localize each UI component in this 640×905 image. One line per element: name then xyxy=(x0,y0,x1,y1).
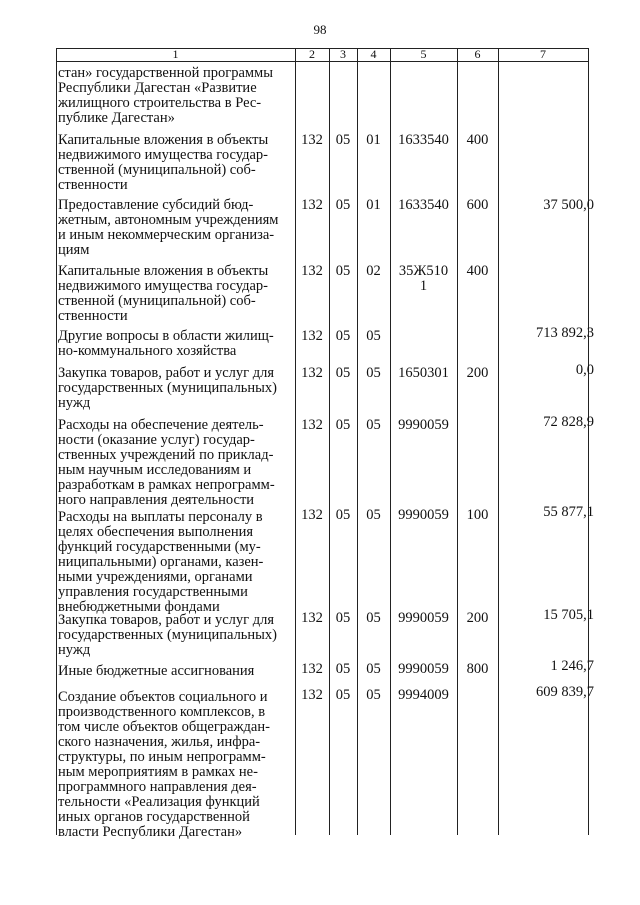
cell-rz: 132 xyxy=(301,417,323,433)
cell-code: 1633540 xyxy=(398,197,449,213)
row-description: Капитальные вложения в объекты недвижимого имущества государ- ственной (муниципальной) соб- ственности xyxy=(58,263,269,324)
cell-rz: 132 xyxy=(301,661,323,677)
cell-amount: 55 877,1 xyxy=(543,504,594,520)
cell-sub: 05 xyxy=(366,687,381,703)
col-border xyxy=(390,48,391,835)
cell-code: 9990059 xyxy=(398,507,449,523)
row-description: Другие вопросы в области жилищ- но-коммунального хозяйства xyxy=(58,328,274,359)
cell-vr: 400 xyxy=(466,263,489,279)
cell-pr: 05 xyxy=(335,263,351,279)
cell-code: 1633540 xyxy=(398,132,449,148)
cell-vr: 200 xyxy=(466,365,489,381)
col-header-6: 6 xyxy=(474,47,481,61)
cell-pr: 05 xyxy=(335,687,351,703)
cell-amount: 15 705,1 xyxy=(543,607,594,623)
cell-amount: 72 828,9 xyxy=(543,414,594,430)
row-description: Закупка товаров, работ и услуг для государственных (муниципальных) нужд xyxy=(58,612,277,658)
cell-vr: 800 xyxy=(466,661,489,677)
row-description: Расходы на обеспечение деятель- ности (оказание услуг) государ- ственных учреждений по приклад- ным научным исследованиям и разработкам в рамках непрограмм- ного направления деятельности xyxy=(58,417,275,508)
row-description: Расходы на выплаты персоналу в целях обеспечения выполнения функций государственными (му- ниципальными) органами, казен- ными учреждениями, органами управления государственными внебюджетными фондами xyxy=(58,509,264,615)
cell-pr: 05 xyxy=(335,328,351,344)
cell-sub: 01 xyxy=(366,132,381,148)
cell-rz: 132 xyxy=(301,507,323,523)
cell-code: 9990059 xyxy=(398,610,449,626)
cell-sub: 05 xyxy=(366,507,381,523)
cell-code: 1650301 xyxy=(398,365,449,381)
col-border xyxy=(329,48,330,835)
col-header-1: 1 xyxy=(172,47,179,61)
header-bottom-border xyxy=(56,61,588,62)
col-header-3: 3 xyxy=(340,47,346,61)
cell-rz: 132 xyxy=(301,132,323,148)
cell-pr: 05 xyxy=(335,610,351,626)
cell-sub: 05 xyxy=(366,365,381,381)
cell-pr: 05 xyxy=(335,417,351,433)
col-border xyxy=(457,48,458,835)
col-header-4: 4 xyxy=(370,47,377,61)
row-description: Создание объектов социального и производственного комплексов, в том числе объектов общеграждан- ского назначения, жилья, инфра- структуры, по иным непрограмм- ным мероприятиям в рамках не- программного направления дея- тельности «Реализация функций иных органов государственной власти Республики Дагестан» xyxy=(58,689,270,840)
col-header-5: 5 xyxy=(420,47,427,61)
row-description: Иные бюджетные ассигнования xyxy=(58,663,255,679)
cell-amount: 609 839,7 xyxy=(536,684,594,700)
cell-sub: 05 xyxy=(366,328,381,344)
row-description: Закупка товаров, работ и услуг для государственных (муниципальных) нужд xyxy=(58,365,277,411)
cell-pr: 05 xyxy=(335,365,351,381)
cell-rz: 132 xyxy=(301,263,323,279)
cell-vr: 200 xyxy=(466,610,489,626)
cell-amount: 37 500,0 xyxy=(543,197,594,213)
cell-amount: 713 892,3 xyxy=(536,325,594,341)
page-number: 98 xyxy=(313,22,327,37)
cell-sub: 02 xyxy=(366,263,381,279)
col-border xyxy=(56,48,57,835)
cell-code: 9990059 xyxy=(398,661,449,677)
col-header-2: 2 xyxy=(309,47,315,61)
col-border xyxy=(357,48,358,835)
cell-vr: 100 xyxy=(466,507,489,523)
cell-pr: 05 xyxy=(335,661,351,677)
cell-rz: 132 xyxy=(301,610,323,626)
cell-rz: 132 xyxy=(301,365,323,381)
cell-sub: 05 xyxy=(366,417,381,433)
cell-sub: 01 xyxy=(366,197,381,213)
cell-rz: 132 xyxy=(301,197,323,213)
cell-vr: 400 xyxy=(466,132,489,148)
cell-rz: 132 xyxy=(301,328,323,344)
cell-rz: 132 xyxy=(301,687,323,703)
col-header-7: 7 xyxy=(540,47,546,61)
cell-pr: 05 xyxy=(335,507,351,523)
cell-code: 9990059 xyxy=(398,417,449,433)
cell-sub: 05 xyxy=(366,610,381,626)
row-description: Капитальные вложения в объекты недвижимого имущества государ- ственной (муниципальной) соб- ственности xyxy=(58,132,269,193)
cell-code: 35Ж510 1 xyxy=(398,263,449,294)
cell-pr: 05 xyxy=(335,132,351,148)
col-border xyxy=(295,48,296,835)
cell-amount: 1 246,7 xyxy=(550,658,594,674)
row-description: стан» государственной программы Республики Дагестан «Развитие жилищного строительства в Рес- публике Дагестан» xyxy=(58,65,273,126)
cell-pr: 05 xyxy=(335,197,351,213)
cell-code: 9994009 xyxy=(398,687,449,703)
cell-amount: 0,0 xyxy=(575,362,594,378)
col-border xyxy=(498,48,499,835)
cell-vr: 600 xyxy=(466,197,489,213)
col-border xyxy=(588,48,589,835)
cell-sub: 05 xyxy=(366,661,381,677)
row-description: Предоставление субсидий бюд- жетным, автономным учреждениям и иным некоммерческим организа- циям xyxy=(58,197,279,258)
